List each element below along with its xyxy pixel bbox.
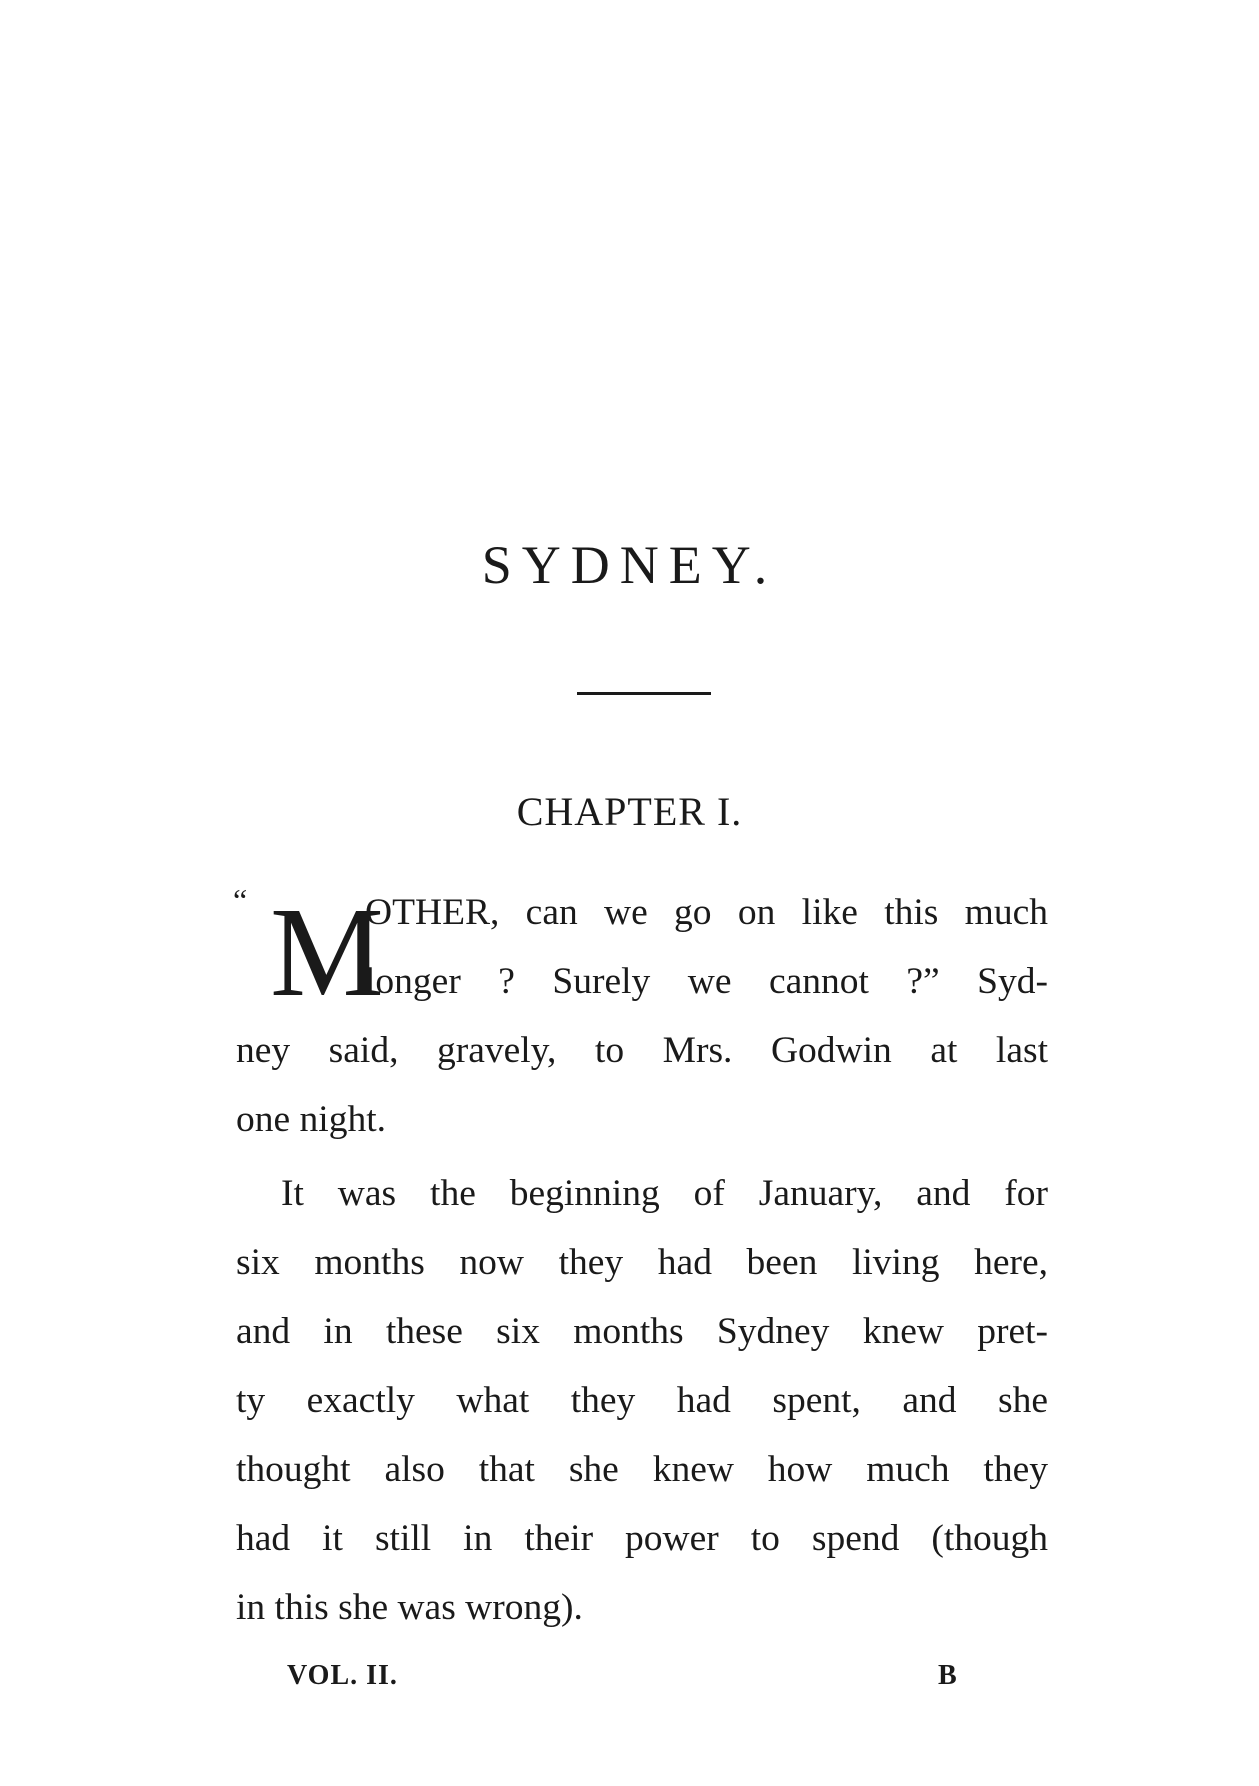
text-line: ney said, gravely, to Mrs. Godwin at last [236,1030,1048,1071]
text-line: It was the beginning of January, and for [281,1173,1048,1214]
text-line: OTHER, can we go on like this much [365,892,1048,933]
text-line: had it still in their power to spend (though [236,1518,1048,1559]
text-line: thought also that she knew how much they [236,1449,1048,1490]
chapter-heading: CHAPTER I. [516,789,743,834]
page-footer [0,1660,1259,1700]
text-line: ty exactly what they had spent, and she [236,1380,1048,1421]
text-line: longer ? Surely we cannot ?” Syd- [365,961,1048,1002]
signature-mark: B [938,1660,958,1691]
volume-mark: VOL. II. [287,1660,398,1691]
drop-cap: M [270,881,384,1023]
opening-quote: “ [233,882,248,918]
title-rule [577,692,711,695]
text-line: in this she was wrong). [236,1587,583,1628]
text-line: one night. [236,1099,386,1140]
book-title: SYDNEY. [481,535,778,595]
paragraph-1 [236,878,1048,1154]
text-line: six months now they had been living here, [236,1242,1048,1283]
text-line: and in these six months Sydney knew pret- [236,1311,1048,1352]
paragraph-2 [236,1159,1048,1642]
